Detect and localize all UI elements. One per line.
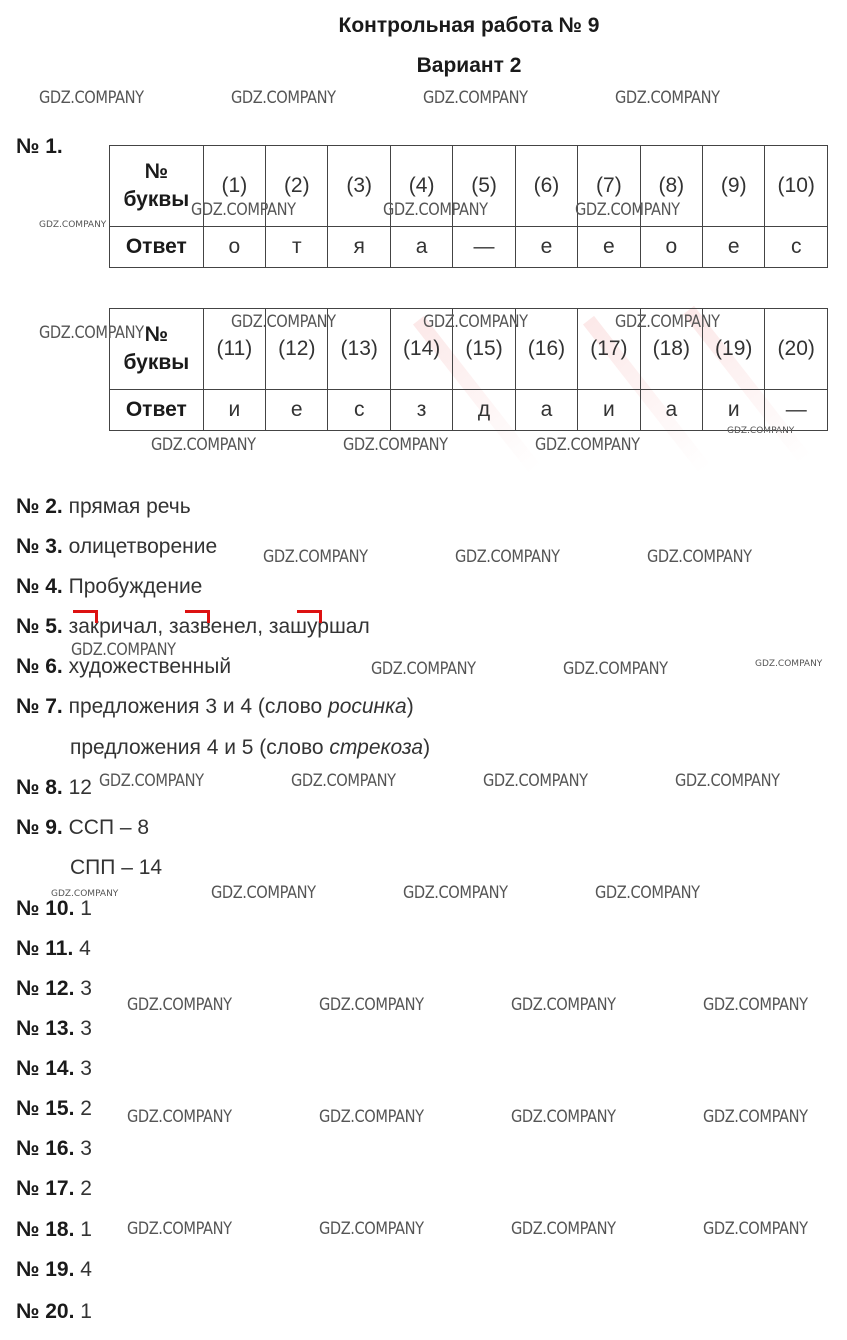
cell-answer: е bbox=[266, 390, 328, 431]
answer-text: 1 bbox=[80, 1300, 92, 1323]
cell-number: (3) bbox=[328, 146, 390, 227]
watermark: GDZ.COMPANY bbox=[383, 200, 488, 220]
answer-line bbox=[16, 1218, 92, 1242]
watermark: GDZ.COMPANY bbox=[675, 771, 780, 791]
cell-number: (4) bbox=[390, 146, 452, 227]
answer-number: № 16. bbox=[16, 1137, 75, 1160]
watermark: GDZ.COMPANY bbox=[703, 1219, 808, 1239]
cell-answer: а bbox=[640, 390, 702, 431]
answer-text: 2 bbox=[80, 1097, 92, 1120]
watermark: GDZ.COMPANY bbox=[231, 88, 336, 108]
answer-number: № 11. bbox=[16, 937, 74, 960]
watermark: GDZ.COMPANY bbox=[51, 889, 119, 899]
cell-number: (14) bbox=[390, 309, 452, 390]
cell-answer: — bbox=[765, 390, 828, 431]
answer-number: № 10. bbox=[16, 897, 75, 920]
answer-line bbox=[16, 1300, 92, 1324]
cell-answer: е bbox=[703, 227, 765, 268]
cell-number: (20) bbox=[765, 309, 828, 390]
cell-answer: е bbox=[578, 227, 640, 268]
answer-text: закричал, зазвенел, зашуршал bbox=[68, 615, 370, 638]
watermark: GDZ.COMPANY bbox=[615, 312, 720, 332]
cell-answer: с bbox=[328, 390, 390, 431]
watermark: GDZ.COMPANY bbox=[39, 88, 144, 108]
watermark: GDZ.COMPANY bbox=[39, 323, 144, 343]
watermark: GDZ.COMPANY bbox=[99, 771, 204, 791]
answer-text: 3 bbox=[80, 1137, 92, 1160]
answer-line bbox=[16, 1177, 92, 1201]
answer-number: № 3. bbox=[16, 535, 63, 558]
cell-answer: а bbox=[390, 227, 452, 268]
answer-text: прямая речь bbox=[68, 495, 191, 518]
watermark: GDZ.COMPANY bbox=[371, 659, 476, 679]
answer-number: № 20. bbox=[16, 1300, 75, 1323]
cell-answer: а bbox=[515, 390, 577, 431]
answer-line bbox=[16, 937, 91, 961]
watermark: GDZ.COMPANY bbox=[727, 426, 795, 436]
row-head-number: № буквы bbox=[110, 309, 204, 390]
cell-number: (2) bbox=[266, 146, 328, 227]
answer-text: Пробуждение bbox=[68, 575, 203, 598]
answer-text: 4 bbox=[79, 937, 91, 960]
watermark: GDZ.COMPANY bbox=[563, 659, 668, 679]
answer-italic-word: стрекоза bbox=[329, 736, 424, 759]
answer-number: № 6. bbox=[16, 655, 63, 678]
answer-number: № 18. bbox=[16, 1218, 75, 1241]
answer-text: 2 bbox=[80, 1177, 92, 1200]
prefix-mark bbox=[297, 610, 322, 623]
cell-answer: д bbox=[453, 390, 515, 431]
answer-text: 1 bbox=[80, 897, 92, 920]
cell-answer: е bbox=[515, 227, 577, 268]
watermark: GDZ.COMPANY bbox=[343, 435, 448, 455]
answer-line bbox=[16, 1057, 92, 1081]
watermark: GDZ.COMPANY bbox=[39, 220, 107, 230]
watermark: GDZ.COMPANY bbox=[291, 771, 396, 791]
answer-text: 3 bbox=[80, 1017, 92, 1040]
watermark: GDZ.COMPANY bbox=[191, 200, 296, 220]
watermark: GDZ.COMPANY bbox=[575, 200, 680, 220]
answer-line bbox=[16, 695, 414, 719]
answer-number: № 2. bbox=[16, 495, 63, 518]
answer-line bbox=[70, 736, 430, 760]
answer-text: 12 bbox=[68, 776, 92, 799]
answer-text: 3 bbox=[80, 977, 92, 1000]
answer-line bbox=[16, 897, 92, 921]
answer-number: № 9. bbox=[16, 816, 63, 839]
task-1-label: № 1. bbox=[16, 135, 63, 158]
answer-number: № 8. bbox=[16, 776, 63, 799]
answer-line bbox=[16, 776, 92, 800]
answer-text: предложения 4 и 5 (слово bbox=[70, 736, 330, 759]
cell-number: (19) bbox=[703, 309, 765, 390]
cell-number: (6) bbox=[515, 146, 577, 227]
row-head-answer: Ответ bbox=[110, 227, 204, 268]
watermark: GDZ.COMPANY bbox=[319, 995, 424, 1015]
answer-line bbox=[16, 535, 217, 559]
prefix-mark bbox=[73, 610, 98, 623]
cell-answer: т bbox=[266, 227, 328, 268]
watermark: GDZ.COMPANY bbox=[127, 995, 232, 1015]
answer-number: № 12. bbox=[16, 977, 75, 1000]
watermark: GDZ.COMPANY bbox=[127, 1107, 232, 1127]
answer-number: № 19. bbox=[16, 1258, 75, 1281]
cell-number: (11) bbox=[203, 309, 265, 390]
watermark: GDZ.COMPANY bbox=[647, 547, 752, 567]
watermark: GDZ.COMPANY bbox=[703, 995, 808, 1015]
row-head-answer: Ответ bbox=[110, 390, 204, 431]
cell-answer: — bbox=[453, 227, 515, 268]
cell-number: (8) bbox=[640, 146, 702, 227]
cell-answer: з bbox=[390, 390, 452, 431]
cell-number: (15) bbox=[453, 309, 515, 390]
answer-line bbox=[70, 856, 162, 880]
cell-number: (9) bbox=[703, 146, 765, 227]
answer-line bbox=[16, 575, 202, 599]
watermark: GDZ.COMPANY bbox=[319, 1219, 424, 1239]
cell-number: (18) bbox=[640, 309, 702, 390]
prefix-mark bbox=[185, 610, 210, 623]
answer-text: художественный bbox=[68, 655, 232, 678]
watermark: GDZ.COMPANY bbox=[455, 547, 560, 567]
watermark: GDZ.COMPANY bbox=[511, 1107, 616, 1127]
answer-line bbox=[16, 1137, 92, 1161]
answer-line bbox=[16, 977, 92, 1001]
answer-text: ) bbox=[406, 695, 414, 718]
answer-number: № 5. bbox=[16, 615, 63, 638]
answer-text: предложения 3 и 4 (слово bbox=[68, 695, 329, 718]
cell-answer: о bbox=[203, 227, 265, 268]
watermark: GDZ.COMPANY bbox=[703, 1107, 808, 1127]
watermark: GDZ.COMPANY bbox=[511, 995, 616, 1015]
answer-number: № 17. bbox=[16, 1177, 75, 1200]
cell-number: (16) bbox=[515, 309, 577, 390]
variant-title: Вариант 2 bbox=[416, 54, 522, 77]
answer-number: № 7. bbox=[16, 695, 63, 718]
cell-answer: и bbox=[203, 390, 265, 431]
cell-answer: и bbox=[703, 390, 765, 431]
watermark: GDZ.COMPANY bbox=[127, 1219, 232, 1239]
answer-number: № 13. bbox=[16, 1017, 75, 1040]
answer-number: № 14. bbox=[16, 1057, 75, 1080]
answer-text: 3 bbox=[80, 1057, 92, 1080]
watermark: GDZ.COMPANY bbox=[263, 547, 368, 567]
watermark: GDZ.COMPANY bbox=[511, 1219, 616, 1239]
watermark: GDZ.COMPANY bbox=[319, 1107, 424, 1127]
answer-text: СПП – 14 bbox=[70, 856, 163, 879]
page-title: Контрольная работа № 9 bbox=[338, 14, 600, 37]
watermark: GDZ.COMPANY bbox=[535, 435, 640, 455]
watermark: GDZ.COMPANY bbox=[151, 435, 256, 455]
answer-text: ССП – 8 bbox=[68, 816, 150, 839]
cell-number: (5) bbox=[453, 146, 515, 227]
watermark: GDZ.COMPANY bbox=[423, 312, 528, 332]
cell-number: (1) bbox=[203, 146, 265, 227]
answer-line bbox=[16, 816, 149, 840]
watermark: GDZ.COMPANY bbox=[211, 883, 316, 903]
answer-number: № 15. bbox=[16, 1097, 75, 1120]
watermark: GDZ.COMPANY bbox=[483, 771, 588, 791]
cell-answer: и bbox=[578, 390, 640, 431]
row-head-number: № буквы bbox=[110, 146, 204, 227]
watermark: GDZ.COMPANY bbox=[595, 883, 700, 903]
answer-text: 4 bbox=[80, 1258, 92, 1281]
cell-answer: я bbox=[328, 227, 390, 268]
watermark: GDZ.COMPANY bbox=[423, 88, 528, 108]
cell-answer: с bbox=[765, 227, 828, 268]
cell-number: (13) bbox=[328, 309, 390, 390]
answer-text: ) bbox=[423, 736, 431, 759]
watermark: GDZ.COMPANY bbox=[71, 640, 176, 660]
answer-number: № 4. bbox=[16, 575, 63, 598]
answer-line bbox=[16, 1097, 92, 1121]
cell-number: (17) bbox=[578, 309, 640, 390]
answer-text: олицетворение bbox=[68, 535, 218, 558]
cell-number: (7) bbox=[578, 146, 640, 227]
answer-line bbox=[16, 495, 191, 519]
answer-line bbox=[16, 1258, 92, 1282]
answer-line bbox=[16, 1017, 92, 1041]
watermark: GDZ.COMPANY bbox=[615, 88, 720, 108]
watermark: GDZ.COMPANY bbox=[403, 883, 508, 903]
answer-italic-word: росинка bbox=[328, 695, 407, 718]
cell-number: (10) bbox=[765, 146, 828, 227]
watermark: GDZ.COMPANY bbox=[755, 659, 823, 669]
cell-number: (12) bbox=[266, 309, 328, 390]
watermark: GDZ.COMPANY bbox=[231, 312, 336, 332]
cell-answer: о bbox=[640, 227, 702, 268]
answer-text: 1 bbox=[80, 1218, 92, 1241]
